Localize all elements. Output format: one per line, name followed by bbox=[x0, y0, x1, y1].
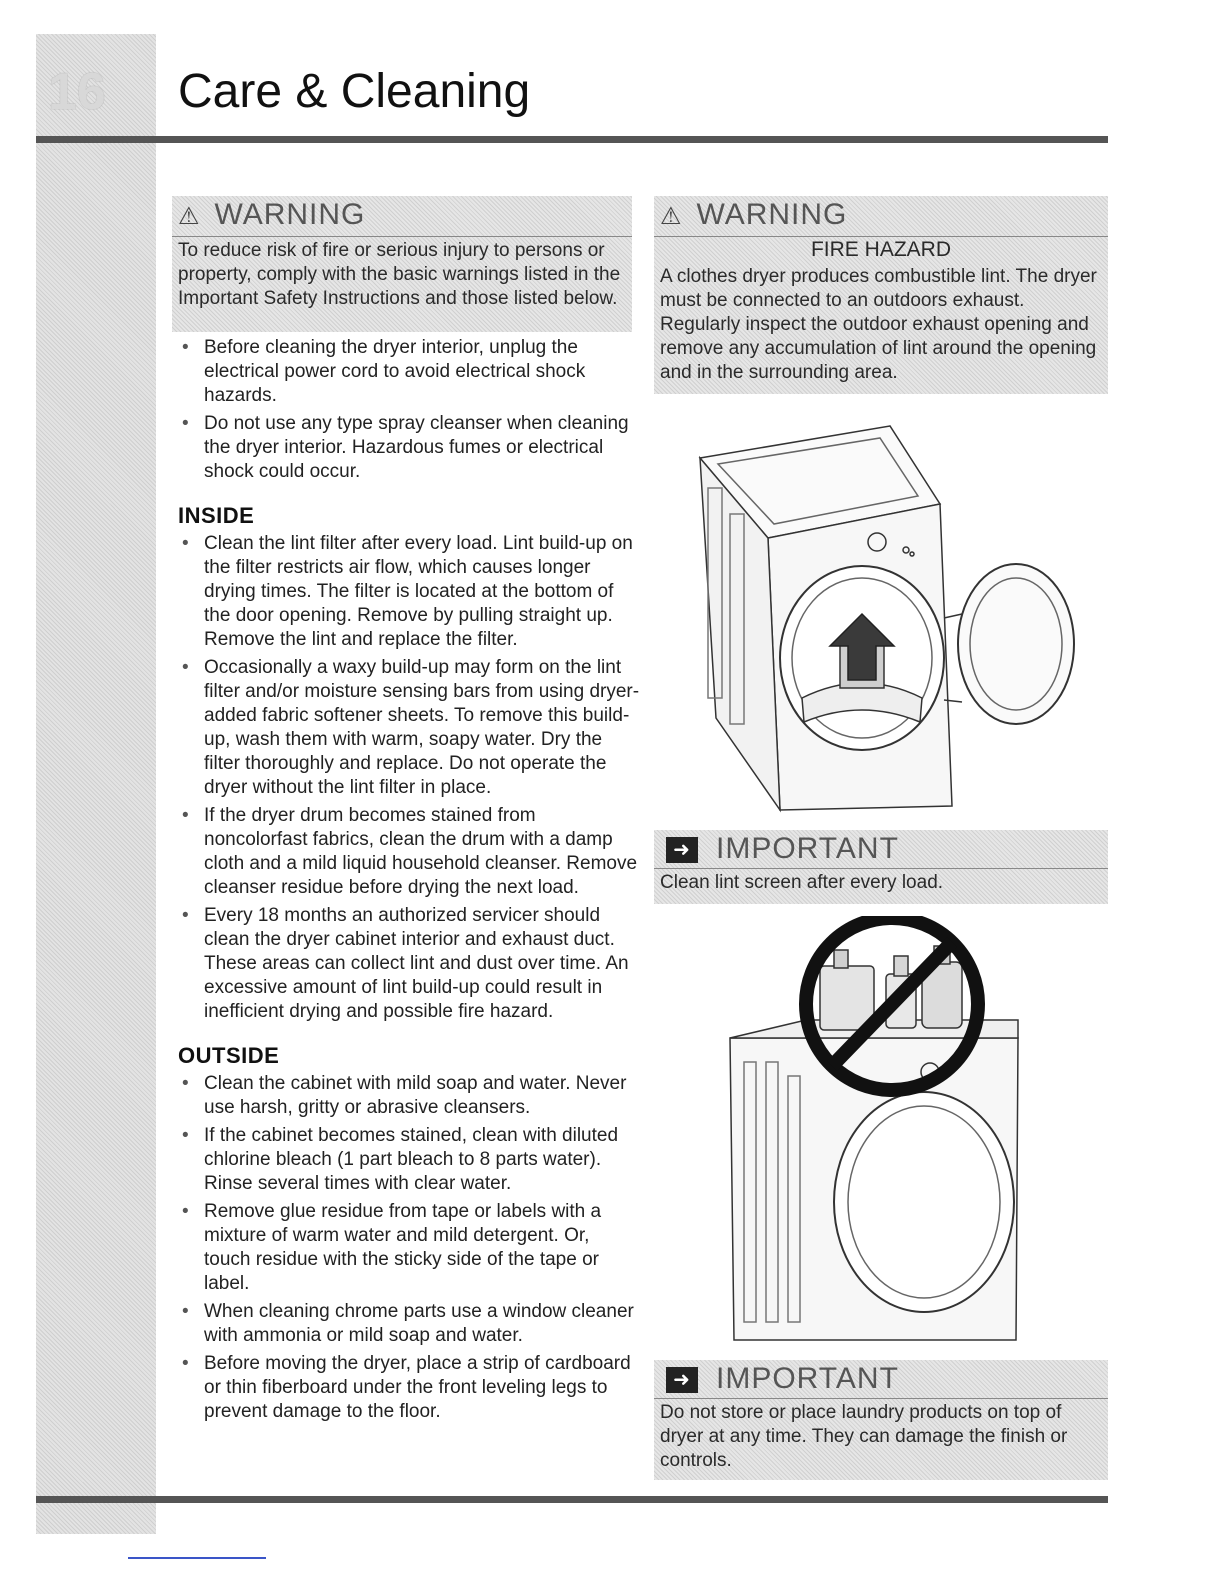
fire-hazard-text: A clothes dryer produces combustible lint. The dryer must be connected to an outdoors exhaust. Regularly inspect the outdoor exhaust opening and remove any accumulation of lint around the opening and in the surrounding area. bbox=[660, 266, 1097, 383]
list-item: • When cleaning chrome parts use a window cleaner with ammonia or mild soap and water. bbox=[178, 1300, 640, 1348]
important-box-1 bbox=[654, 830, 1108, 904]
important-heading bbox=[654, 1360, 1108, 1399]
fire-hazard-subheading: FIRE HAZARD bbox=[810, 238, 951, 261]
inside-heading: INSIDE bbox=[178, 503, 255, 528]
warning-heading bbox=[654, 196, 1108, 237]
warning-heading-label: WARNING bbox=[214, 198, 366, 231]
page-number: 16 bbox=[48, 63, 106, 121]
important-box-2 bbox=[654, 1360, 1108, 1480]
warning-triangle-icon: ⚠ bbox=[178, 203, 201, 230]
list-item: • Before cleaning the dryer interior, unplug the electrical power cord to avoid electrical shock hazards. bbox=[178, 336, 640, 408]
list-item: • Every 18 months an authorized servicer should clean the dryer cabinet interior and exhaust duct. These areas can collect lint and dust over time. An excessive amount of lint build-up could result in inefficient drying and possible fire hazard. bbox=[178, 904, 640, 1024]
list-item: • Clean the cabinet with mild soap and water. Never use harsh, gritty or abrasive cleansers. bbox=[178, 1072, 640, 1120]
no-products-on-dryer-illustration bbox=[716, 916, 1046, 1346]
important-heading-label: IMPORTANT bbox=[716, 1362, 899, 1395]
important-text: Clean lint screen after every load. bbox=[660, 872, 944, 893]
warning-bullets bbox=[178, 336, 640, 484]
inside-list bbox=[178, 532, 640, 1024]
list-item: • Clean the lint filter after every load. Lint build-up on the filter restricts air flow, which causes longer drying times. The filter is located at the bottom of the door opening. Remove by pulling straight up. Remove the lint and replace the filter. bbox=[178, 532, 640, 652]
list-item: • Occasionally a waxy build-up may form on the lint filter and/or moisture sensing bars from using dryer-added fabric softener sheets. To remove this build-up, wash them with warm, soapy water. Dry the filter thoroughly and replace. Do not operate the dryer without the lint filter in place. bbox=[178, 656, 640, 800]
important-heading bbox=[654, 830, 1108, 869]
arrow-right-icon: ➜ bbox=[666, 1367, 698, 1393]
list-item: • Do not use any type spray cleanser when cleaning the dryer interior. Hazardous fumes or electrical shock could occur. bbox=[178, 412, 640, 484]
warning-triangle-icon: ⚠ bbox=[660, 203, 683, 230]
page-title: Care & Cleaning bbox=[178, 65, 531, 118]
warning-text: To reduce risk of fire or serious injury to persons or property, comply with the basic warnings listed in the Important Safety Instructions and those listed below. bbox=[178, 240, 621, 309]
left-column bbox=[178, 336, 640, 1428]
warning-heading bbox=[172, 196, 632, 237]
arrow-right-icon: ➜ bbox=[666, 837, 698, 863]
list-item: • Remove glue residue from tape or labels with a mixture of warm water and mild detergent. Or, touch residue with the sticky side of the tape or label. bbox=[178, 1200, 640, 1296]
warning-box-right bbox=[654, 196, 1108, 394]
important-text: Do not store or place laundry products on top of dryer at any time. They can damage the finish or controls. bbox=[660, 1402, 1068, 1471]
outside-list bbox=[178, 1072, 640, 1424]
list-item: • Before moving the dryer, place a strip of cardboard or thin fiberboard under the front leveling legs to prevent damage to the floor. bbox=[178, 1352, 640, 1424]
dryer-lint-filter-illustration bbox=[690, 418, 1090, 818]
list-item: • If the dryer drum becomes stained from noncolorfast fabrics, clean the drum with a damp cloth and a mild liquid household cleanser. Remove cleanser residue before drying the next load. bbox=[178, 804, 640, 900]
list-item: • If the cabinet becomes stained, clean with diluted chlorine bleach (1 part bleach to 8 parts water). Rinse several times with clear water. bbox=[178, 1124, 640, 1196]
important-heading-label: IMPORTANT bbox=[716, 832, 899, 865]
top-rule bbox=[36, 136, 1108, 143]
footer-link-underline bbox=[128, 1557, 266, 1559]
warning-box-left bbox=[172, 196, 632, 332]
outside-heading: OUTSIDE bbox=[178, 1043, 280, 1068]
sidebar-band bbox=[36, 34, 156, 1534]
warning-heading-label: WARNING bbox=[696, 198, 848, 231]
bottom-rule bbox=[36, 1496, 1108, 1503]
